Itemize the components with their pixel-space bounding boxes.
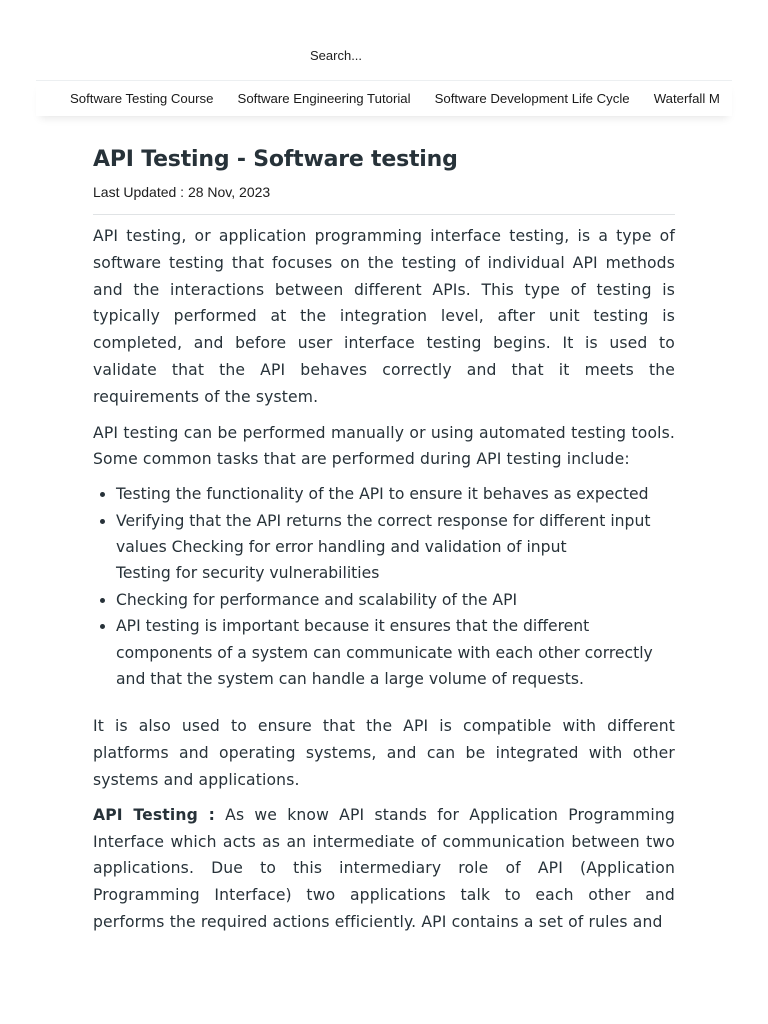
paragraph-intro: API testing, or application programming interface testing, is a type of software testing that focuses on the testing of individual API methods and the interactions between different APIs. This type of testing is typically performed at the integration level, after unit testing is completed, and before user interface testing begins. It is used to validate that the API behaves correctly and that it meets the requirements of the system. bbox=[93, 227, 675, 406]
paragraph-tasks-intro: API testing can be performed manually or using automated testing tools. Some common tasks that are performed during API testing include: bbox=[93, 423, 675, 469]
paragraph-compatibility: It is also used to ensure that the API is compatible with different platforms and operating systems, and can be integrated with other systems and applications. bbox=[93, 717, 675, 790]
nav-link-waterfall-model[interactable]: Waterfall M bbox=[653, 91, 720, 106]
list-item: • Testing the functionality of the API to ensure it behaves as expected bbox=[116, 481, 675, 507]
last-updated: Last Updated : 28 Nov, 2023 bbox=[93, 184, 271, 200]
list-item: • Verifying that the API returns the correct response for different input values Checking for error handling and validation of input Testing for security vulnerabilities bbox=[116, 508, 675, 587]
nav-link-sdlc[interactable]: Software Development Life Cycle bbox=[434, 91, 630, 106]
top-bar bbox=[0, 0, 768, 80]
nav-link-software-engineering-tutorial[interactable]: Software Engineering Tutorial bbox=[237, 91, 411, 106]
paragraph-lead: API Testing : bbox=[93, 805, 215, 824]
nav-link-software-testing-course[interactable]: Software Testing Course bbox=[70, 91, 214, 106]
paragraph-api-testing bbox=[93, 802, 675, 936]
task-list bbox=[93, 481, 675, 692]
search-placeholder: Search... bbox=[310, 47, 363, 63]
list-item: • Checking for performance and scalability of the API bbox=[116, 587, 675, 613]
page-title: API Testing - Software testing bbox=[93, 147, 458, 172]
search-input[interactable] bbox=[300, 40, 470, 70]
list-item: • API testing is important because it ensures that the different components of a system can communicate with each other correctly and that the system can handle a large volume of requests. bbox=[116, 613, 675, 692]
article bbox=[93, 140, 675, 936]
paragraph-body: As we know API stands for Application Programming Interface which acts as an intermediate of communication between two applications. Due to this intermediary role of API (Application Programming Interface) two applications talk to each other and performs the required actions efficiently. API contains a set of rules and bbox=[93, 805, 675, 931]
title-divider bbox=[93, 214, 675, 215]
topic-nav-strip bbox=[36, 80, 732, 116]
